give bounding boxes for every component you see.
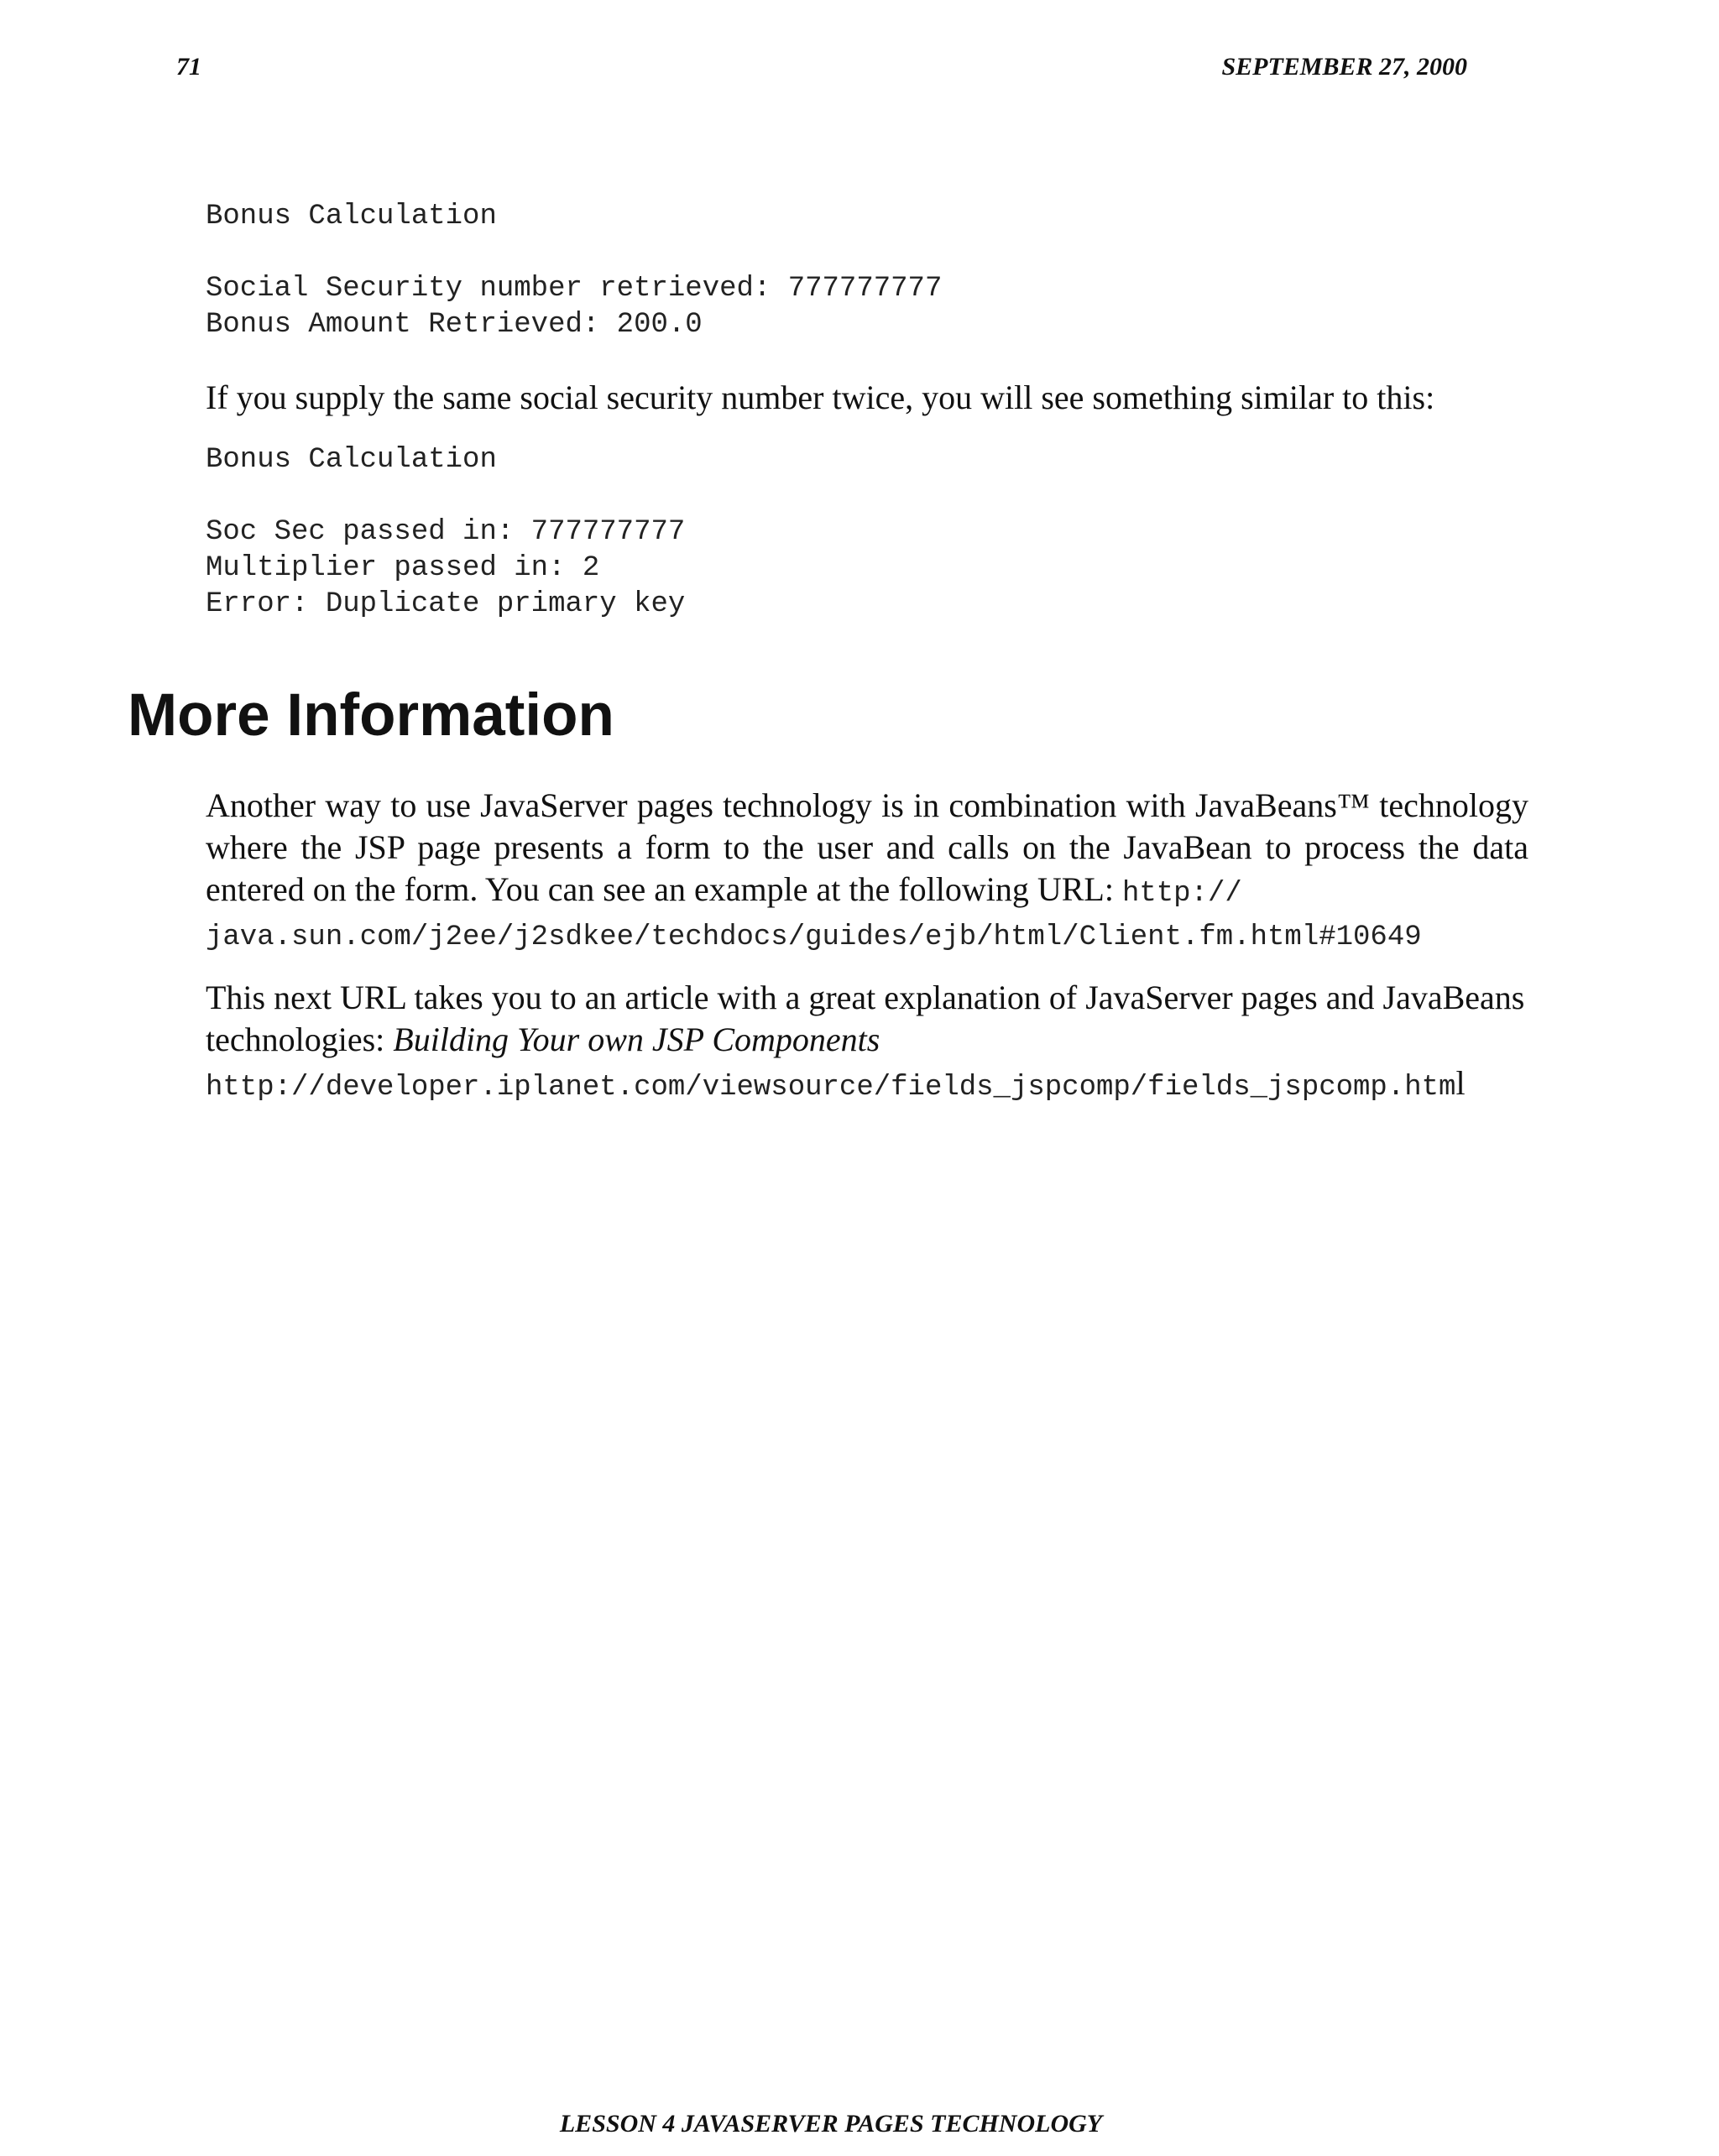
page-date: SEPTEMBER 27, 2000 — [1221, 53, 1467, 81]
code-blank-line — [206, 478, 685, 514]
code-line: Bonus Calculation — [206, 201, 497, 232]
more-info-paragraph-1 — [206, 785, 1528, 960]
section-heading: More Information — [128, 682, 614, 749]
page-footer: LESSON 4 JAVASERVER PAGES TECHNOLOGY — [559, 2110, 1103, 2138]
url-link-rest[interactable]: java.sun.com/j2ee/j2sdkee/techdocs/guides/ejb/html/Client.fm.html#10649 — [206, 921, 1422, 953]
url-link-end[interactable]: l — [1455, 1064, 1466, 1102]
code-line: Bonus Calculation — [206, 444, 497, 476]
article-url-line — [206, 1061, 1528, 1110]
intro-paragraph: If you supply the same social security number twice, you will see something similar to this: — [206, 378, 1435, 416]
paragraph-text: Another way to use JavaServer pages technology is in combination with JavaBeans™ technology where the JSP page presents a form to the user and calls on the JavaBean to process the data entered on the form. You can see an example at the following URL: — [206, 786, 1528, 908]
code-line: Error: Duplicate primary key — [206, 588, 686, 620]
code-output-success — [206, 199, 942, 343]
code-line: Soc Sec passed in: 777777777 — [206, 516, 686, 548]
article-title: Building Your own JSP Components — [393, 1021, 880, 1058]
code-blank-line — [206, 235, 942, 271]
code-output-error — [206, 442, 685, 623]
more-info-paragraph-2 — [206, 977, 1528, 1110]
paragraph-text: This next URL takes you to an article with a great explanation of JavaServer pages and JavaBeans technologies: — [206, 979, 1525, 1058]
page-number: 71 — [176, 53, 201, 81]
url-link[interactable]: http://developer.iplanet.com/viewsource/fields_jspcomp/fields_jspcomp.htm — [206, 1072, 1456, 1104]
code-line: Bonus Amount Retrieved: 200.0 — [206, 309, 703, 341]
code-line: Multiplier passed in: 2 — [206, 552, 600, 584]
code-line: Social Security number retrieved: 777777777 — [206, 273, 943, 305]
url-link-start[interactable]: http:// — [1121, 878, 1242, 910]
